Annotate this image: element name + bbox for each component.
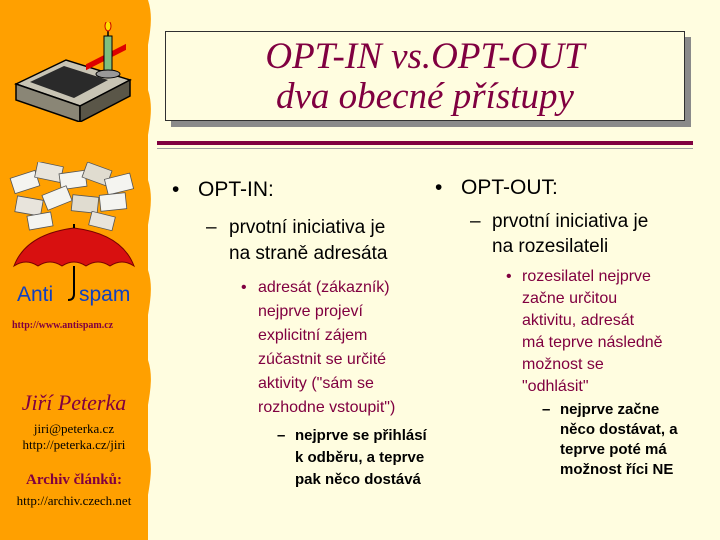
opt-in-detail-line: zúčastnit se určité bbox=[258, 351, 387, 368]
opt-in-heading: OPT-IN: bbox=[198, 178, 274, 201]
opt-out-dash-icon: – bbox=[470, 211, 481, 232]
archive-url-link[interactable]: http://archiv.czech.net bbox=[16, 493, 132, 508]
opt-out-detail-line: "odhlásit" bbox=[522, 378, 589, 395]
author-name: Jiří Peterka bbox=[21, 390, 127, 415]
opt-out-note-dash-icon: – bbox=[542, 401, 551, 418]
opt-out-note-line: nejprve začne bbox=[560, 401, 660, 418]
author-homepage-link[interactable]: http://peterka.cz/jiri bbox=[22, 437, 126, 452]
archive-label: Archiv článků: bbox=[26, 472, 122, 488]
opt-out-bullet-icon: • bbox=[435, 176, 443, 199]
opt-out-note-line: teprve poté má bbox=[560, 441, 667, 458]
antispam-url-link[interactable]: http://www.antispam.cz bbox=[12, 320, 114, 331]
opt-in-bullet-icon: • bbox=[172, 178, 180, 201]
logo-word-spam: spam bbox=[79, 283, 131, 306]
opt-out-note-line: něco dostávat, a bbox=[560, 421, 678, 438]
slide-title-line1: OPT-IN vs.OPT-OUT bbox=[265, 36, 585, 77]
logo-word-anti: Anti bbox=[17, 283, 54, 306]
opt-in-dash-icon: – bbox=[206, 217, 217, 238]
opt-out-note-line: možnost říci NE bbox=[560, 461, 674, 478]
title-divider-shadow bbox=[157, 148, 693, 149]
opt-in-detail-line: aktivity ("sám se bbox=[258, 375, 374, 392]
opt-out-detail-line: začne určitou bbox=[522, 290, 618, 307]
slide-title-line2: dva obecné přístupy bbox=[276, 76, 574, 117]
computer-candle-illustration bbox=[4, 22, 136, 122]
opt-out-sub-line: na rozesilateli bbox=[492, 236, 609, 257]
opt-out-sub-line: prvotní iniciativa je bbox=[492, 211, 649, 232]
slide-title-box bbox=[165, 31, 685, 121]
opt-out-detail-line: má teprve následně bbox=[522, 334, 663, 351]
title-divider bbox=[157, 141, 693, 145]
opt-in-detail-bullet-icon: • bbox=[241, 279, 247, 296]
opt-in-note-line: k odběru, a teprve bbox=[295, 449, 425, 466]
opt-in-note-line: pak něco dostává bbox=[295, 471, 421, 488]
opt-in-note-line: nejprve se přihlásí bbox=[295, 427, 427, 444]
opt-out-detail-line: aktivitu, adresát bbox=[522, 312, 635, 329]
opt-in-note-dash-icon: – bbox=[277, 427, 286, 444]
opt-in-detail-line: nejprve projeví bbox=[258, 303, 363, 320]
opt-in-detail-line: explicitní zájem bbox=[258, 327, 368, 344]
opt-out-detail-line: rozesilatel nejprve bbox=[522, 268, 651, 285]
opt-in-detail-line: adresát (zákazník) bbox=[258, 279, 390, 296]
author-email-link[interactable]: jiri@peterka.cz bbox=[33, 421, 115, 436]
opt-in-detail-line: rozhodne vstoupit") bbox=[258, 399, 396, 416]
opt-out-detail-bullet-icon: • bbox=[506, 268, 512, 285]
opt-out-heading: OPT-OUT: bbox=[461, 176, 558, 199]
sidebar-wave-edge bbox=[140, 0, 162, 540]
opt-in-sub-line: na straně adresáta bbox=[229, 243, 388, 264]
opt-out-detail-line: možnost se bbox=[522, 356, 604, 373]
opt-in-sub-line: prvotní iniciativa je bbox=[229, 217, 386, 238]
sidebar bbox=[0, 0, 148, 540]
